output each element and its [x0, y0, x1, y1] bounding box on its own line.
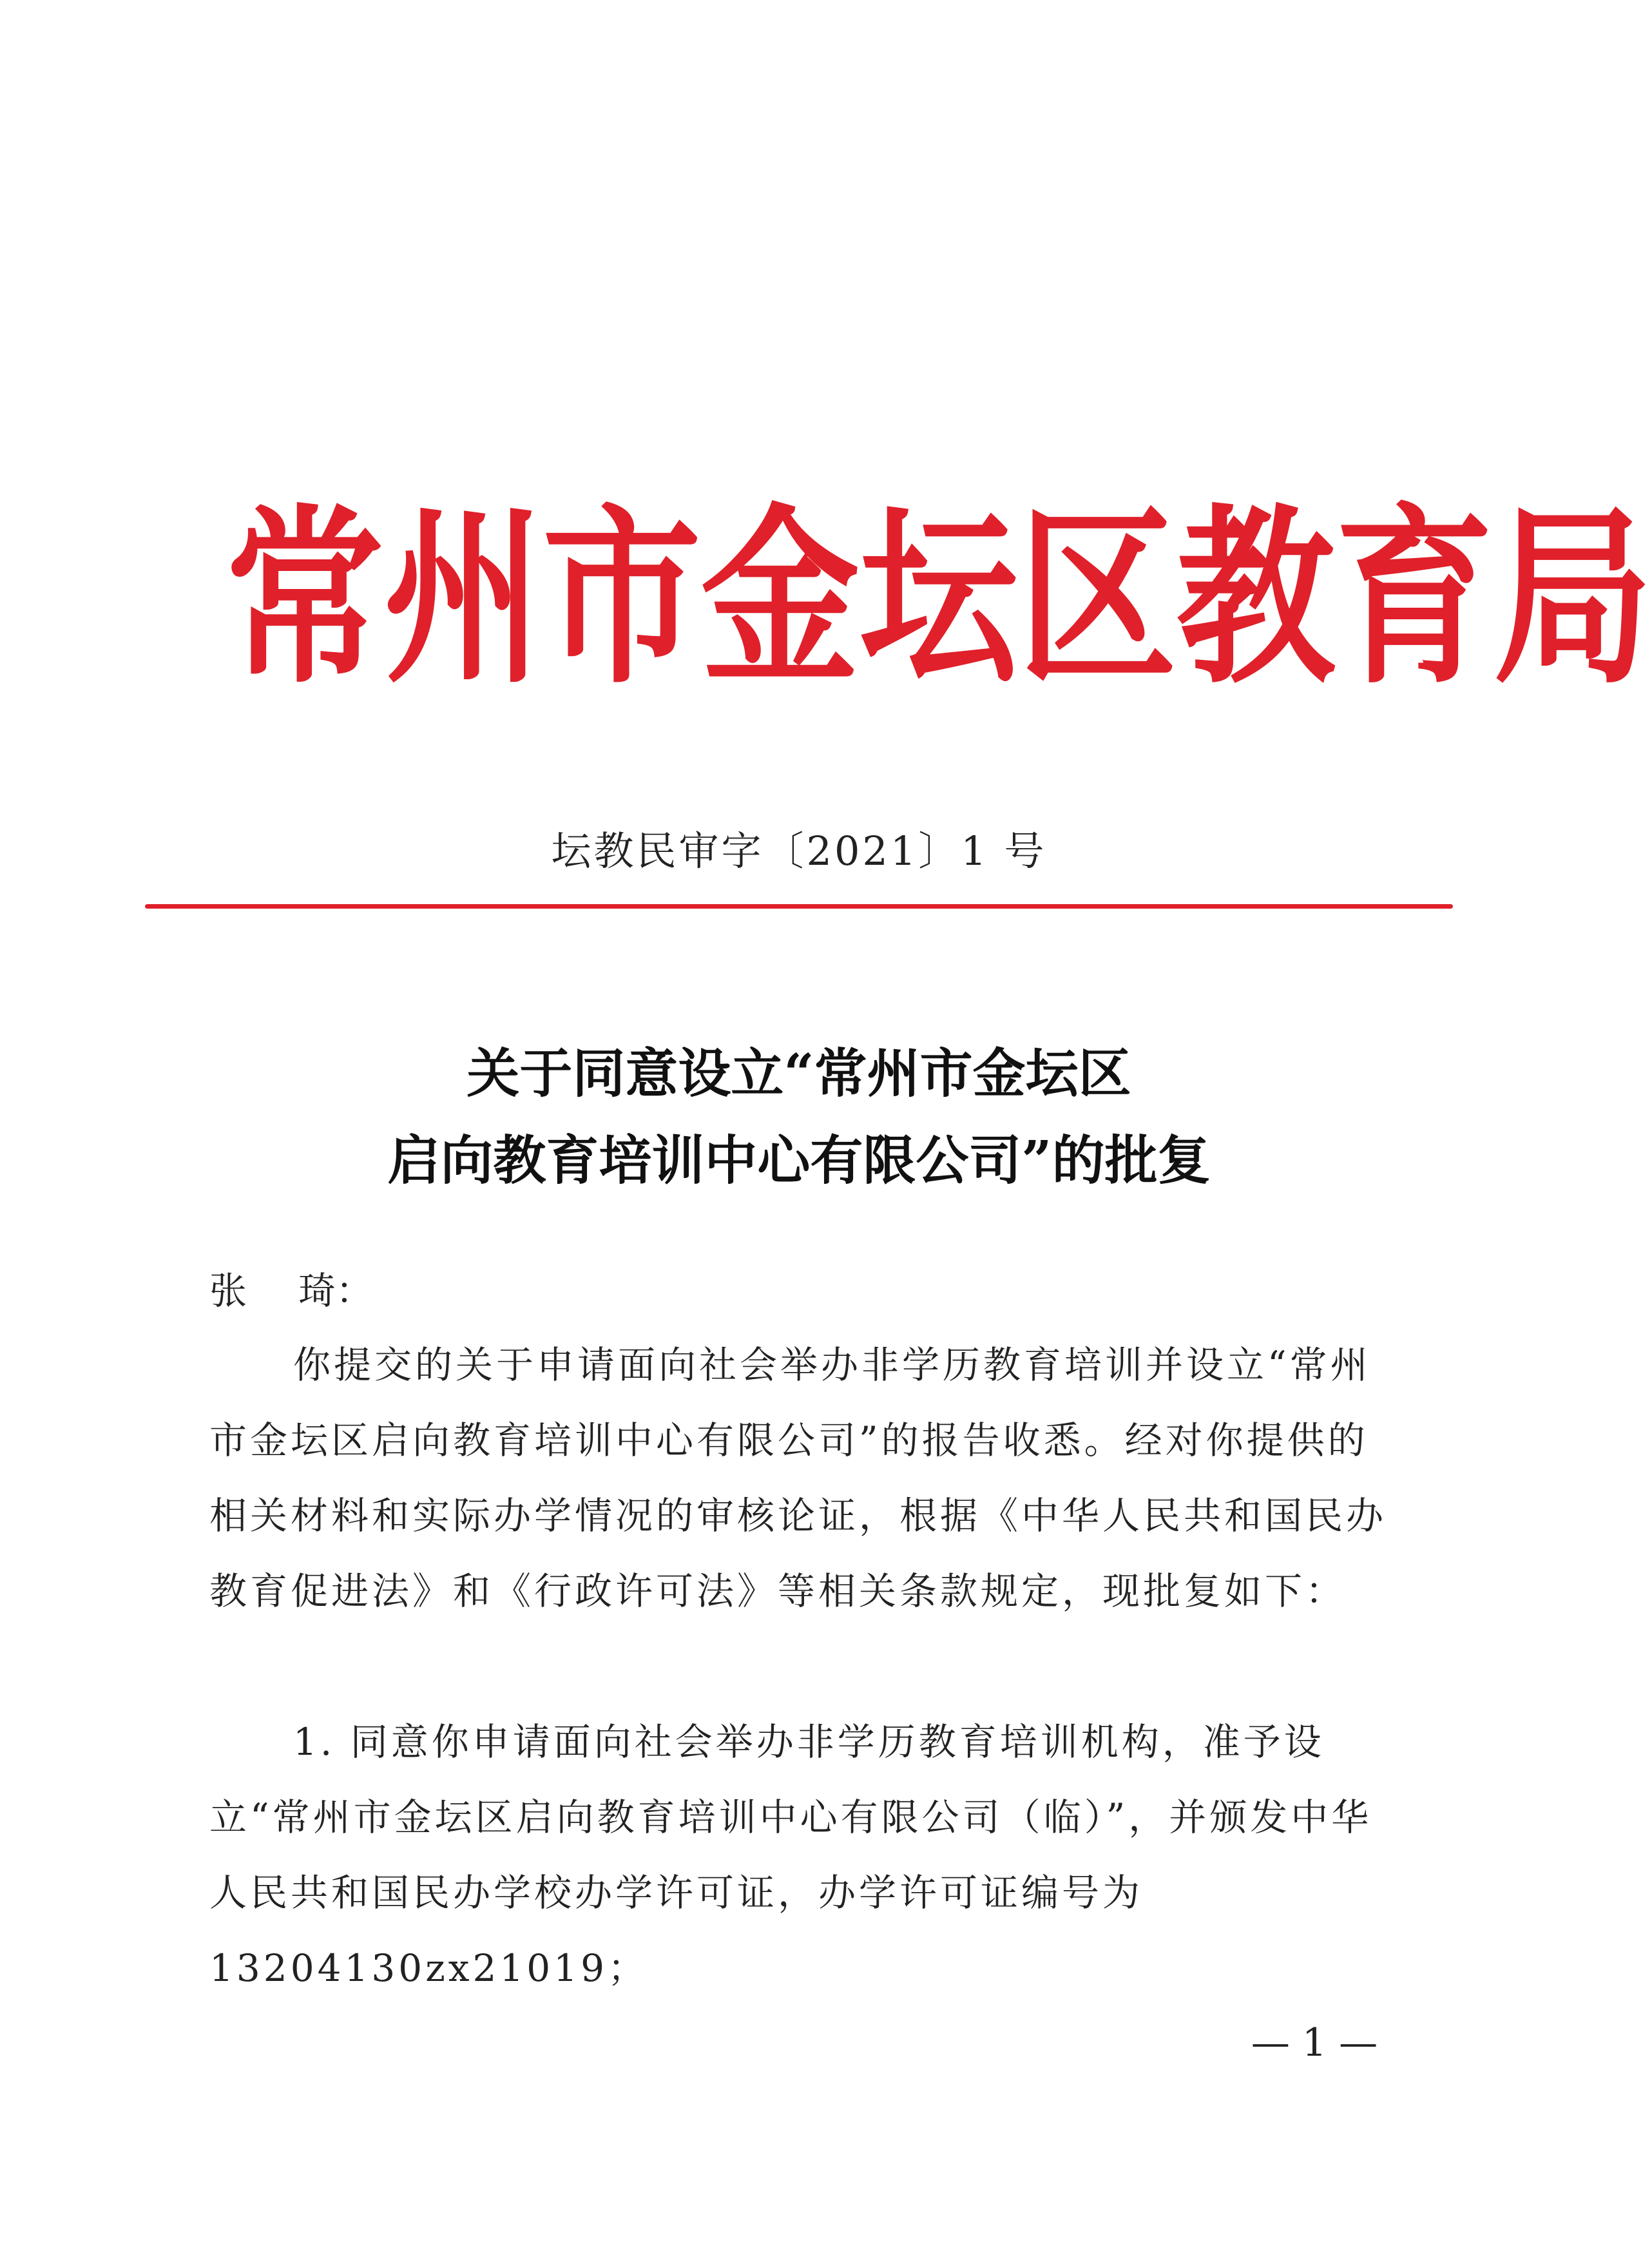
salutation [209, 1253, 1398, 1329]
red-divider-line [145, 904, 1453, 909]
body-paragraph-1: 你提交的关于申请面向社会举办非学历教育培训并设立“常州市金坛区启向教育培训中心有限公司”的报告收悉。经对你提供的相关材料和实际办学情况的审核论证，根据《中华人民共和国民办教育促进法》和《行政许可法》等相关条款规定，现批复如下： [209, 1343, 1387, 1613]
masthead-char: 金 [701, 488, 860, 710]
masthead-char: 坛 [860, 488, 1019, 710]
salutation-name-rest: 琦： [298, 1269, 374, 1313]
masthead-char: 局 [1494, 488, 1652, 710]
masthead-char: 育 [1335, 488, 1494, 710]
document-number: 坛教民审字〔2021〕1 号 [551, 827, 1047, 874]
masthead-char: 教 [1177, 488, 1336, 710]
page-number: — 1 — [1251, 2020, 1378, 2065]
document-title-line-2: 启向教育培训中心有限公司”的批复 [387, 1130, 1211, 1192]
masthead-char: 州 [384, 488, 543, 710]
masthead-char: 市 [543, 488, 702, 710]
body-paragraph-2: 1. 同意你申请面向社会举办非学历教育培训机构，准予设立“常州市金坛区启向教育培训中心有限公司（临）”，并颁发中华人民共和国民办学校办学许可证，办学许可证编号为13204130zx21019； [209, 1720, 1372, 1990]
salutation-name-first: 张 [209, 1269, 247, 1313]
document-title-line-1: 关于同意设立“常州市金坛区 [466, 1043, 1131, 1105]
agency-masthead [226, 488, 1652, 710]
masthead-char: 常 [226, 488, 385, 710]
masthead-char: 区 [1018, 488, 1177, 710]
